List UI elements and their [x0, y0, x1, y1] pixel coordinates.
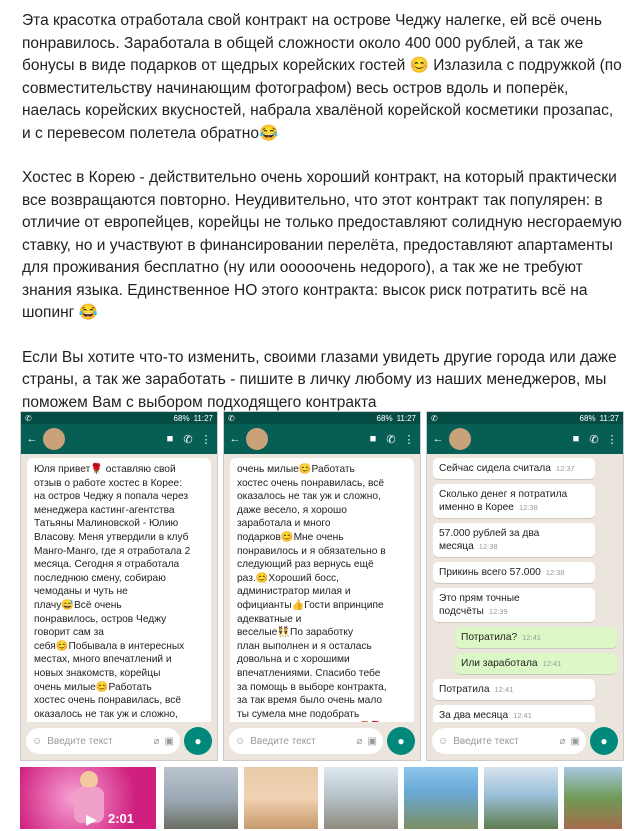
status-time: 11:27 — [599, 413, 619, 423]
message-text: Прикинь всего 57.000 — [439, 567, 541, 578]
camera-icon[interactable]: ▣ — [570, 735, 580, 747]
chat-header — [21, 424, 217, 454]
chat-screenshot[interactable] — [20, 411, 218, 761]
message-text: Потратила — [439, 684, 490, 695]
chat-message — [433, 705, 595, 722]
emoji-icon[interactable]: ☺ — [235, 735, 246, 747]
message-time: 12:38 — [545, 568, 565, 577]
status-time: 11:27 — [193, 413, 213, 423]
chat-footer — [224, 722, 420, 760]
message-text: Сколько денег я потратила именно в Корее — [439, 489, 568, 513]
message-text: Это прям точные подсчёты — [439, 593, 520, 617]
message-time: 12:37 — [555, 464, 575, 473]
video-call-icon[interactable]: ■ — [572, 433, 580, 445]
photo-thumbnail[interactable] — [244, 767, 318, 829]
camera-icon[interactable]: ▣ — [367, 735, 377, 747]
message-bubble: Юля привет🌹 оставляю свой отзыв о работе хостес в Корее: на остров Чеджу я попала через менеджера кастинг-агентства Татьяны Малиновской - Юлию Власову. Меня утвердили в клуб Манго-Манго, где я отработала 2 месяца. Сегодня я отработала последнюю смену, собираю чемоданы и чуть не плачу😅Всё очень понравилось, остров Чеджу говорит сам за себя😊Побывала в интересных местах, много впечатлений и новых знакомств, корейцы очень милые😊Работать хостес очень понравилась, всё оказалось не так уж и сложно, — [27, 458, 211, 722]
battery-level: 68% — [173, 413, 190, 423]
post-text — [22, 10, 622, 436]
more-options-icon[interactable]: ⋮ — [606, 433, 618, 446]
attach-icon[interactable]: ⌀ — [153, 735, 160, 747]
status-bar — [21, 412, 217, 424]
photo-thumbnail[interactable] — [484, 767, 558, 829]
chat-screenshot[interactable] — [426, 411, 624, 761]
status-bar — [224, 412, 420, 424]
message-time: 12:39 — [488, 607, 508, 616]
chat-screenshot[interactable] — [223, 411, 421, 761]
phone-call-icon[interactable]: ✆ — [183, 433, 193, 446]
chat-message — [433, 458, 595, 479]
status-time: 11:27 — [396, 413, 416, 423]
camera-icon[interactable]: ▣ — [164, 735, 174, 747]
back-arrow-icon[interactable]: ← — [432, 433, 444, 445]
emoji-icon[interactable]: ☺ — [32, 735, 43, 747]
message-time: 12:41 — [513, 711, 532, 720]
chat-message — [433, 588, 595, 622]
photo-thumbnail[interactable] — [324, 767, 398, 829]
message-text: Потратила? — [461, 632, 518, 643]
chat-area — [21, 454, 217, 722]
video-call-icon[interactable]: ■ — [166, 433, 174, 445]
whatsapp-status-icon: ✆ — [431, 413, 438, 423]
phone-call-icon[interactable]: ✆ — [386, 433, 396, 446]
chat-message — [433, 562, 595, 583]
message-time: 12:41 — [542, 659, 562, 668]
input-placeholder: Введите текст — [47, 735, 113, 747]
more-options-icon[interactable]: ⋮ — [403, 433, 415, 446]
media-strip — [20, 767, 622, 829]
battery-level: 68% — [376, 413, 393, 423]
message-bubble: очень милые😊Работать хостес очень понравилась, всё оказалось не так уж и сложно, даже весело, я хорошо заработала и много подарков😊Мне очень понравилось и я обязательно в следующий раз вернусь ещё раз.😊Хороший босс, администратор милая и официанты👍Гости впринципе адекватные и веселые👯По заработку план выполнен и я осталась довольна и с хорошими впечатлениями. Спасибо тебе за помощь в выборе контракта, за так время было очень мало ты сумела мне подобрать — [230, 458, 414, 722]
chat-footer — [427, 722, 623, 760]
message-text: Сейчас сидела считала — [439, 463, 551, 474]
message-input[interactable] — [432, 728, 586, 754]
status-bar — [427, 412, 623, 424]
attach-icon[interactable]: ⌀ — [559, 735, 566, 747]
post-paragraph: Эта красотка отработала свой контракт на острове Чеджу налегке, ей всё очень понравилось. Заработала в общей сложности около 400 000 рублей, а так же бонусы в виде подарков от щедрых корейских гостей 😊 Излазила с подружкой (по совместительству начинающим фотографом) весь остров вдоль и поперёк, наелась корейских вкусностей, набрала хвалёной корейской косметики прозапас, и с перевесом полетела обратно😂 — [22, 12, 622, 142]
chat-message — [455, 627, 617, 648]
play-icon[interactable]: ▶ — [86, 811, 97, 827]
mic-icon[interactable]: ● — [590, 727, 618, 755]
message-text: За два месяца — [439, 710, 509, 721]
message-input[interactable] — [26, 728, 180, 754]
message-text: 57.000 рублей за два месяца — [439, 528, 540, 552]
photo-thumbnail[interactable] — [404, 767, 478, 829]
chat-header — [224, 424, 420, 454]
screenshot-gallery — [20, 411, 622, 759]
chat-footer — [21, 722, 217, 760]
emoji-icon[interactable]: ☺ — [438, 735, 449, 747]
message-time: 12:38 — [518, 503, 538, 512]
input-placeholder: Введите текст — [250, 735, 316, 747]
chat-message — [433, 484, 595, 518]
post-paragraph: Если Вы хотите что-то изменить, своими глазами увидеть другие города или даже страны, а так же заработать - пишите в личку любому из наших менеджеров, мы поможем Вам с выбором подходящего контракта — [22, 348, 617, 411]
post-paragraph: Хостес в Корею - действительно очень хороший контракт, на который практически все возвращаются повторно. Неудивительно, что этот контракт так популярен: в отличие от европейцев, корейцы не только предоставляют солидную несгораемую ставку, но и участвуют в финансировании перелёта, предоставляют апартаменты для проживания бесплатно (ну или ооооочень недорого), а так же не требуют знания языка. Единственное НО этого контракта: высок риск потратить всё на шопинг 😂 — [22, 169, 622, 321]
video-call-icon[interactable]: ■ — [369, 433, 377, 445]
battery-level: 68% — [579, 413, 596, 423]
chat-message — [433, 679, 595, 700]
photo-thumbnail[interactable] — [564, 767, 622, 829]
chat-area — [427, 454, 623, 722]
whatsapp-status-icon: ✆ — [228, 413, 235, 423]
message-input[interactable] — [229, 728, 383, 754]
back-arrow-icon[interactable]: ← — [26, 433, 38, 445]
more-options-icon[interactable]: ⋮ — [200, 433, 212, 446]
avatar[interactable] — [246, 428, 268, 450]
video-duration: 2:01 — [108, 811, 135, 826]
mic-icon[interactable]: ● — [387, 727, 415, 755]
back-arrow-icon[interactable]: ← — [229, 433, 241, 445]
photo-thumbnail[interactable] — [164, 767, 238, 829]
video-thumbnail[interactable] — [20, 767, 156, 829]
avatar[interactable] — [449, 428, 471, 450]
message-time: 12:38 — [478, 542, 498, 551]
chat-message — [455, 653, 617, 674]
mic-icon[interactable]: ● — [184, 727, 212, 755]
chat-message — [433, 523, 595, 557]
message-text: Или заработала — [461, 658, 538, 669]
message-time: 12:41 — [522, 633, 541, 642]
chat-area — [224, 454, 420, 722]
phone-call-icon[interactable]: ✆ — [589, 433, 599, 446]
avatar[interactable] — [43, 428, 65, 450]
attach-icon[interactable]: ⌀ — [356, 735, 363, 747]
input-placeholder: Введите текст — [453, 735, 519, 747]
message-time: 12:41 — [494, 685, 514, 694]
whatsapp-status-icon: ✆ — [25, 413, 32, 423]
chat-header — [427, 424, 623, 454]
